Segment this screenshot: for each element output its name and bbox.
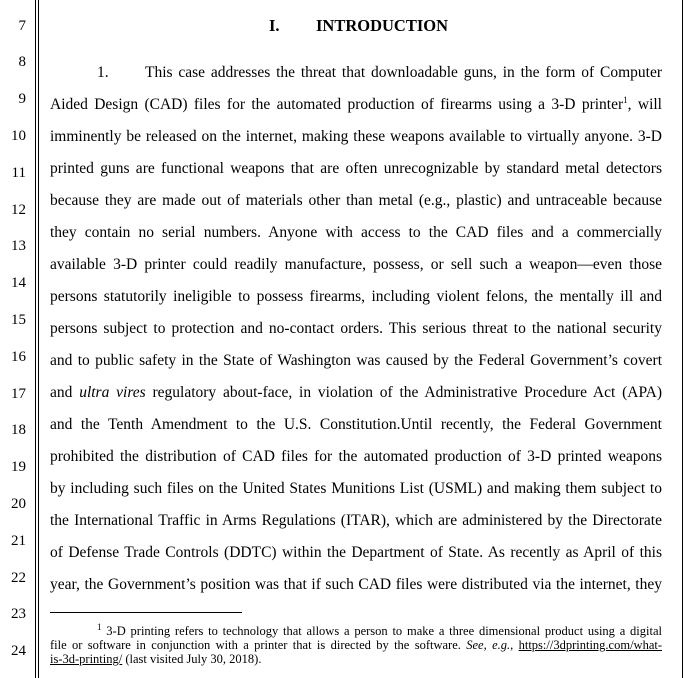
body-line: by including such files on the United States Munitions List (USML) and making them subject to — [50, 480, 662, 497]
body-line: persons statutorily ineligible to possess firearms, including violent felons, the mentally ill and — [50, 288, 662, 305]
footnote-line: is-3d-printing/ (last visited July 30, 2018). — [50, 652, 262, 666]
line-number: 7 — [18, 18, 26, 34]
section-title: INTRODUCTION — [316, 16, 449, 35]
line-number: 17 — [11, 386, 26, 402]
italic-term: ultra vires — [79, 384, 146, 401]
line-number: 8 — [18, 54, 26, 70]
footnote-line: $^1$ 3-D printing refers to technology that allows a person to make a three dimensional product using a digital — [97, 621, 662, 638]
line-number: 15 — [11, 312, 26, 328]
line-number: 20 — [11, 496, 26, 512]
body-line: and ultra vires regulatory about-face, in violation of the Administrative Procedure Act (APA) — [50, 384, 663, 401]
body-line: the International Traffic in Arms Regulations (ITAR), which are administered by the Directorate — [50, 512, 662, 529]
footnote-link[interactable]: https://3dprinting.com/what- — [518, 638, 662, 652]
body-line: Aided Design (CAD) files for the automated production of firearms using a 3-D printer$^1$, will — [50, 94, 662, 113]
footnote-link-continued[interactable]: is-3d-printing/ — [50, 652, 123, 666]
body-line: year, the Government’s position was that if such CAD files were distributed via the internet, they — [50, 576, 662, 593]
body-line: 1. This case addresses the threat that downloadable guns, in the form of Computer — [97, 64, 662, 81]
line-number: 23 — [11, 606, 26, 622]
line-number: 11 — [11, 165, 26, 181]
line-number: 13 — [11, 238, 26, 254]
line-number: 24 — [11, 643, 26, 659]
body-line: persons subject to protection and no-contact orders. This serious threat to the national security — [50, 320, 662, 337]
paragraph-number: 1. — [97, 64, 109, 81]
line-number: 10 — [11, 128, 26, 144]
body-line: and the Tenth Amendment to the U.S. Constitution.Until recently, the Federal Government — [50, 416, 662, 433]
section-numeral: I. — [269, 16, 280, 35]
margin-rule-left-inner — [38, 0, 39, 678]
body-line: prohibited the distribution of CAD files for the automated production of 3-D printed weapons — [50, 448, 662, 465]
body-line: imminently be released on the internet, making these weapons available to virtually anyone. 3-D — [50, 128, 662, 145]
line-number: 22 — [11, 570, 26, 586]
line-number: 18 — [11, 422, 26, 438]
section-heading — [269, 16, 448, 36]
line-number: 14 — [11, 275, 26, 291]
body-line: available 3-D printer could readily manufacture, possess, or sell such a weapon—even those — [50, 256, 662, 273]
body-line: because they are made out of materials other than metal (e.g., plastic) and untraceable because — [50, 192, 662, 209]
footnote-ref: 1 — [623, 94, 628, 105]
line-number: 16 — [11, 349, 26, 365]
footnote-line: file or software in conjunction with a printer that is directed by the software. See, e.g., https://3dprinting.com/what- — [50, 638, 662, 652]
margin-rule-left — [35, 0, 36, 678]
line-number: 9 — [18, 91, 26, 107]
margin-rule-right — [682, 0, 683, 678]
body-line: and to public safety in the State of Washington was caused by the Federal Government’s covert — [50, 352, 662, 369]
footnote-marker: 1 — [97, 621, 102, 632]
line-number: 12 — [11, 202, 26, 218]
line-number: 21 — [11, 533, 26, 549]
body-line: printed guns are functional weapons that are often unrecognizable by standard metal detectors — [50, 160, 662, 177]
body-line: of Defense Trade Controls (DDTC) within the Department of State. As recently as April of this — [50, 544, 662, 561]
body-line: they contain no serial numbers. Anyone with access to the CAD files and a commercially — [50, 224, 662, 241]
footnote-separator — [50, 612, 242, 613]
line-number: 19 — [11, 459, 26, 475]
